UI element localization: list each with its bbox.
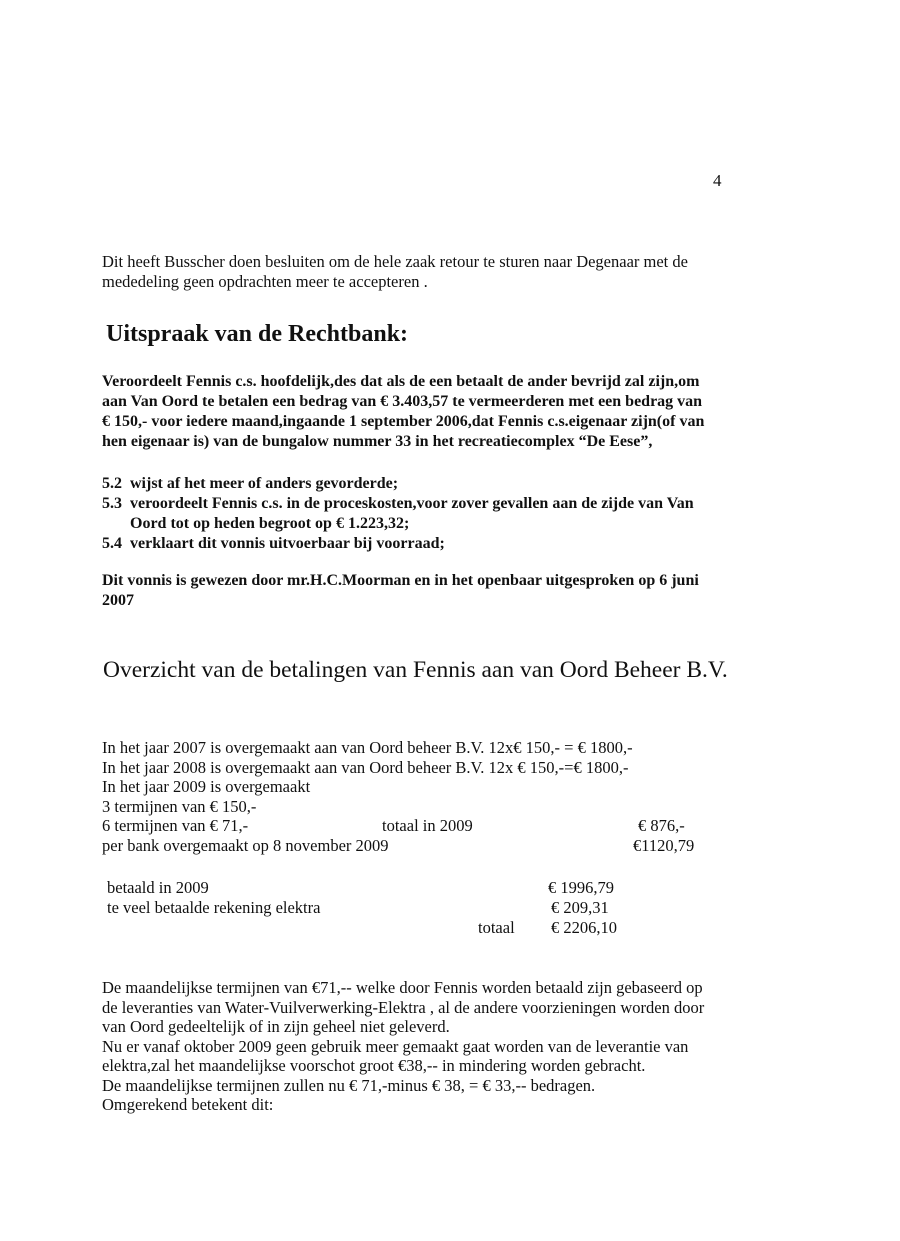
text-line: € 150,- voor iedere maand,ingaande 1 september 2006,dat Fennis c.s.eigenaar zijn(of van	[102, 413, 705, 430]
item-number: 5.3	[102, 495, 122, 512]
summary-amount: € 209,31	[551, 898, 609, 917]
page-number: 4	[713, 171, 722, 190]
text-line: De maandelijkse termijnen van €71,-- welke door Fennis worden betaald zijn gebaseerd op	[102, 978, 703, 997]
item-number: 5.4	[102, 535, 122, 552]
intro-paragraph	[102, 252, 688, 292]
overview-heading: Overzicht van de betalingen van Fennis aan van Oord Beheer B.V.	[103, 657, 728, 683]
ruling-item	[102, 494, 694, 534]
text-line: mededeling geen opdrachten meer te accepteren .	[102, 272, 428, 291]
text-line: de leveranties van Water-Vuilverwerking-Elektra , al de andere voorzieningen worden door	[102, 997, 705, 1017]
item-text: wijst af het meer of anders gevorderde;	[130, 475, 399, 492]
row-amount: € 876,-	[638, 816, 685, 835]
ruling-closing	[102, 571, 699, 611]
ruling-item	[102, 534, 694, 554]
row-label: per bank overgemaakt op 8 november 2009	[102, 836, 389, 855]
ruling-item	[102, 474, 694, 494]
overview-lines	[102, 738, 633, 816]
payment-line: In het jaar 2007 is overgemaakt aan van Oord beheer B.V. 12x€ 150,- = € 1800,-	[102, 738, 633, 757]
payment-line: In het jaar 2008 is overgemaakt aan van Oord beheer B.V. 12x € 150,-=€ 1800,-	[102, 757, 629, 777]
text-line: hen eigenaar is) van de bungalow nummer 33 in het recreatiecomplex “De Eese”,	[102, 433, 653, 450]
text-line: 2007	[102, 592, 134, 609]
text-line: elektra,zal het maandelijkse voorschot groot €38,-- in mindering worden gebracht.	[102, 1056, 646, 1075]
text-line: Dit heeft Busscher doen besluiten om de hele zaak retour te sturen naar Degenaar met de	[102, 252, 688, 271]
text-line: Omgerekend betekent dit:	[102, 1095, 274, 1114]
text-line: Veroordeelt Fennis c.s. hoofdelijk,des dat als de een betaalt de ander bevrijd zal zijn,om	[102, 373, 700, 390]
item-text: veroordeelt Fennis c.s. in de proceskosten,voor zover gevallen aan de zijde van Van	[130, 495, 694, 512]
text-line: van Oord gedeeltelijk of in zijn geheel niet geleverd.	[102, 1017, 450, 1036]
row-subtotal-label: totaal in 2009	[382, 816, 473, 835]
text-line: Nu er vanaf oktober 2009 geen gebruik meer gemaakt gaat worden van de leverantie van	[102, 1036, 689, 1056]
payment-line: 3 termijnen van € 150,-	[102, 796, 257, 816]
ruling-items-list	[102, 474, 694, 554]
text-line: Dit vonnis is gewezen door mr.H.C.Moorman en in het openbaar uitgesproken op 6 juni	[102, 572, 699, 589]
ruling-paragraph	[102, 372, 704, 452]
closing-paragraph	[102, 978, 704, 1115]
summary-label: te veel betaalde rekening elektra	[107, 898, 321, 917]
payment-line: In het jaar 2009 is overgemaakt	[102, 777, 311, 796]
text-line: De maandelijkse termijnen zullen nu € 71,-minus € 38, = € 33,-- bedragen.	[102, 1075, 596, 1095]
item-text: verklaart dit vonnis uitvoerbaar bij voorraad;	[130, 535, 445, 552]
row-amount: €1120,79	[633, 836, 695, 855]
summary-total-amount: € 2206,10	[551, 918, 617, 937]
item-number: 5.2	[102, 475, 122, 492]
summary-label: betaald in 2009	[107, 878, 209, 897]
summary-amount: € 1996,79	[548, 878, 614, 897]
text-line: aan Van Oord te betalen een bedrag van € 3.403,57 te vermeerderen met een bedrag van	[102, 393, 703, 410]
summary-total-label: totaal	[478, 918, 515, 937]
item-text-continuation: Oord tot op heden begroot op € 1.223,32;	[130, 515, 410, 532]
row-label: 6 termijnen van € 71,-	[102, 816, 249, 835]
ruling-heading: Uitspraak van de Rechtbank:	[106, 321, 409, 347]
